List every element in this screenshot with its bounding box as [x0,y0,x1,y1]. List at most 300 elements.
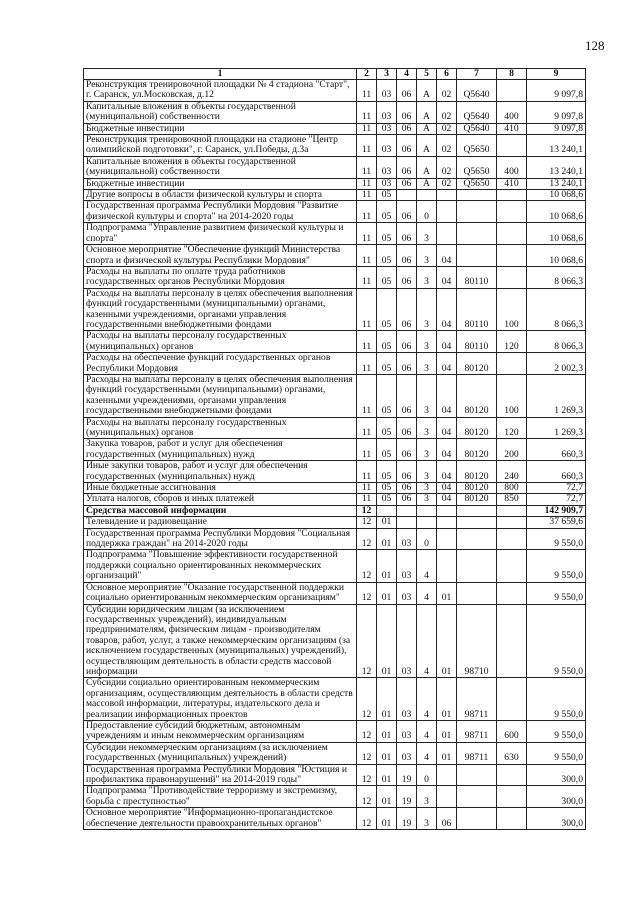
expense-type-cell: 100 [497,374,527,417]
program-cell: 03 [397,528,417,550]
direction-cell: 80110 [457,266,497,288]
direction-cell: 80120 [457,483,497,494]
section-cell: 11 [357,494,377,505]
subsection-cell: 01 [377,720,397,742]
amount-cell: 72,7 [527,494,586,505]
row-name-cell: Реконструкция тренировочной площадки № 4 стадиона "Старт", г. Саранск, ул.Московская, д.12 [84,80,357,102]
section-cell: 11 [357,101,377,123]
table-row [84,582,586,604]
row-name-cell: Реконструкция тренировочной площадки на стадионе "Центр олимпийской подготовки", г. Саранск, ул.Победы, д.3а [84,135,357,157]
row-name-cell: Иные бюджетные ассигнования [84,483,357,494]
subprogram-cell: 3 [417,353,437,375]
expense-type-cell [497,190,527,201]
measure-cell: 02 [437,156,457,178]
subsection-cell: 05 [377,331,397,353]
table-row [84,461,586,483]
table-row [84,604,586,678]
direction-cell [457,808,497,830]
amount-cell: 1 269,3 [527,417,586,439]
section-cell: 12 [357,505,377,516]
expense-type-cell [497,678,527,721]
expense-type-cell: 400 [497,101,527,123]
subprogram-cell: 4 [417,604,437,678]
subprogram-cell [417,517,437,528]
direction-cell: 80120 [457,374,497,417]
measure-cell: 02 [437,80,457,102]
amount-cell: 9 097,8 [527,80,586,102]
direction-cell: Q5650 [457,178,497,189]
row-name-cell: Уплата налогов, сборов и иных платежей [84,494,357,505]
section-cell: 11 [357,223,377,245]
measure-cell: 01 [437,678,457,721]
section-cell: 11 [357,135,377,157]
subprogram-cell: 3 [417,494,437,505]
subsection-cell: 05 [377,353,397,375]
section-cell: 11 [357,439,377,461]
column-header: 1 [84,69,357,80]
direction-cell: Q5650 [457,135,497,157]
subprogram-cell: 3 [417,266,437,288]
expense-type-cell: 600 [497,720,527,742]
measure-cell: 02 [437,135,457,157]
subsection-cell: 03 [377,178,397,189]
measure-cell: 01 [437,604,457,678]
expense-type-cell [497,808,527,830]
table-row [84,178,586,189]
amount-cell: 300,0 [527,786,586,808]
row-name-cell: Государственная программа Республики Мордовия "Развитие физической культуры и спорта" на 2014-2020 годы [84,201,357,223]
row-name-cell: Бюджетные инвестиции [84,123,357,134]
column-header: 2 [357,69,377,80]
row-name-cell: Другие вопросы в области физической культуры и спорта [84,190,357,201]
direction-cell [457,582,497,604]
measure-cell [437,223,457,245]
section-cell: 11 [357,178,377,189]
table-row [84,190,586,201]
subsection-cell: 05 [377,201,397,223]
expense-type-cell [497,353,527,375]
program-cell: 06 [397,417,417,439]
table-row [84,517,586,528]
subprogram-cell: А [417,101,437,123]
subsection-cell: 05 [377,483,397,494]
program-cell: 06 [397,123,417,134]
section-cell: 12 [357,786,377,808]
program-cell: 06 [397,494,417,505]
expense-type-cell [497,582,527,604]
row-name-cell: Телевидение и радиовещание [84,517,357,528]
section-cell: 11 [357,156,377,178]
table-row [84,417,586,439]
subsection-cell: 01 [377,786,397,808]
program-cell: 06 [397,461,417,483]
expense-type-cell [497,223,527,245]
expense-type-cell: 200 [497,439,527,461]
direction-cell: 98711 [457,720,497,742]
program-cell: 19 [397,764,417,786]
amount-cell: 8 066,3 [527,288,586,331]
table-row [84,786,586,808]
expense-type-cell [497,764,527,786]
expense-type-cell: 240 [497,461,527,483]
row-name-cell: Подпрограмма "Повышение эффективности государственной поддержки социально ориентированных некоммерческих организаций" [84,550,357,582]
direction-cell [457,786,497,808]
subsection-cell: 01 [377,528,397,550]
table-row [84,245,586,267]
table-row [84,135,586,157]
column-header: 3 [377,69,397,80]
measure-cell: 04 [437,288,457,331]
subprogram-cell: А [417,135,437,157]
program-cell [397,505,417,516]
subsection-cell: 05 [377,417,397,439]
amount-cell: 300,0 [527,808,586,830]
expense-type-cell: 100 [497,288,527,331]
row-name-cell: Субсидии юридическим лицам (за исключением государственных учреждений), индивидуальным предпринимателям, физическим лицам - производителям товаров, работ, услуг, а также некоммерческим организациям (за исключением государственных (муниципальных) учреждений), осуществляющим деятельность в области средств массовой информации [84,604,357,678]
subsection-cell [377,505,397,516]
subprogram-cell: А [417,123,437,134]
subprogram-cell: 4 [417,550,437,582]
direction-cell: 80120 [457,439,497,461]
row-name-cell: Расходы на выплаты персоналу государственных (муниципальных) органов [84,417,357,439]
subprogram-cell: 4 [417,720,437,742]
program-cell [397,190,417,201]
measure-cell: 04 [437,245,457,267]
row-name-cell: Расходы на выплаты персоналу в целях обеспечения выполнения функций государственными (муниципальными) органами, казенными учреждениями, органами управления государственными внебюджетными фондами [84,374,357,417]
amount-cell: 9 550,0 [527,550,586,582]
subprogram-cell: 3 [417,483,437,494]
row-name-cell: Расходы на выплаты по оплате труда работников государственных органов Республики Мордовия [84,266,357,288]
subsection-cell: 05 [377,288,397,331]
table-row [84,223,586,245]
subsection-cell: 03 [377,156,397,178]
direction-cell [457,517,497,528]
expense-type-cell [497,505,527,516]
program-cell: 03 [397,678,417,721]
direction-cell: 98710 [457,604,497,678]
measure-cell [437,528,457,550]
program-cell: 06 [397,245,417,267]
subprogram-cell: 3 [417,331,437,353]
table-row [84,720,586,742]
program-cell: 03 [397,720,417,742]
direction-cell: 80110 [457,288,497,331]
direction-cell [457,245,497,267]
expense-type-cell [497,135,527,157]
measure-cell: 02 [437,101,457,123]
section-cell: 12 [357,528,377,550]
program-cell: 06 [397,135,417,157]
table-row [84,123,586,134]
row-name-cell: Расходы на обеспечение функций государственных органов Республики Мордовия [84,353,357,375]
subsection-cell: 03 [377,135,397,157]
table-row [84,80,586,102]
subprogram-cell: 0 [417,201,437,223]
subsection-cell: 01 [377,808,397,830]
direction-cell: 98711 [457,742,497,764]
row-name-cell: Иные закупки товаров, работ и услуг для обеспечения государственных (муниципальных) нужд [84,461,357,483]
measure-cell: 02 [437,123,457,134]
table-row [84,678,586,721]
measure-cell [437,201,457,223]
subsection-cell: 05 [377,439,397,461]
row-name-cell: Капитальные вложения в объекты государственной (муниципальной) собственности [84,101,357,123]
direction-cell [457,528,497,550]
section-cell: 11 [357,374,377,417]
table-row [84,742,586,764]
amount-cell: 142 909,7 [527,505,586,516]
section-cell: 11 [357,201,377,223]
table-row [84,550,586,582]
subsection-cell: 01 [377,604,397,678]
amount-cell: 9 550,0 [527,582,586,604]
subprogram-cell: 3 [417,461,437,483]
table-row [84,331,586,353]
column-header: 5 [417,69,437,80]
table-row [84,201,586,223]
measure-cell: 06 [437,808,457,830]
direction-cell: 80120 [457,461,497,483]
direction-cell: Q5640 [457,101,497,123]
section-cell: 12 [357,808,377,830]
subprogram-cell: 4 [417,678,437,721]
measure-cell: 04 [437,494,457,505]
amount-cell: 10 068,6 [527,190,586,201]
column-header: 7 [457,69,497,80]
program-cell: 06 [397,101,417,123]
subsection-cell: 05 [377,374,397,417]
expense-type-cell: 410 [497,123,527,134]
measure-cell: 04 [437,439,457,461]
expense-type-cell [497,201,527,223]
program-cell: 06 [397,483,417,494]
subsection-cell: 01 [377,764,397,786]
direction-cell: 98711 [457,678,497,721]
expense-type-cell [497,786,527,808]
section-cell: 11 [357,353,377,375]
program-cell: 19 [397,786,417,808]
measure-cell: 04 [437,374,457,417]
direction-cell [457,764,497,786]
table-header-row [84,69,586,80]
direction-cell: Q5650 [457,156,497,178]
measure-cell: 01 [437,742,457,764]
column-header: 6 [437,69,457,80]
section-cell: 12 [357,550,377,582]
program-cell: 03 [397,604,417,678]
subsection-cell: 05 [377,245,397,267]
amount-cell: 9 550,0 [527,604,586,678]
section-cell: 11 [357,461,377,483]
expense-type-cell [497,550,527,582]
expense-type-cell [497,266,527,288]
amount-cell: 1 269,3 [527,374,586,417]
expense-type-cell: 400 [497,156,527,178]
expense-type-cell: 410 [497,178,527,189]
amount-cell: 9 097,8 [527,101,586,123]
measure-cell: 04 [437,417,457,439]
amount-cell: 10 068,6 [527,201,586,223]
table-row [84,494,586,505]
row-name-cell: Расходы на выплаты персоналу в целях обеспечения выполнения функций государственными (муниципальными) органами, казенными учреждениями, органами управления государственными внебюджетными фондами [84,288,357,331]
subsection-cell: 03 [377,123,397,134]
amount-cell: 9 550,0 [527,720,586,742]
direction-cell: 80120 [457,494,497,505]
row-name-cell: Бюджетные инвестиции [84,178,357,189]
expense-type-cell: 120 [497,417,527,439]
subprogram-cell: 3 [417,439,437,461]
subprogram-cell: 3 [417,417,437,439]
table-row [84,101,586,123]
section-cell: 11 [357,483,377,494]
row-name-cell: Основное мероприятие "Информационно-пропагандистское обеспечение деятельности правоохранительных органов" [84,808,357,830]
direction-cell: Q5640 [457,80,497,102]
subprogram-cell: 4 [417,742,437,764]
subsection-cell: 03 [377,101,397,123]
program-cell: 06 [397,201,417,223]
section-cell: 12 [357,604,377,678]
program-cell: 06 [397,439,417,461]
program-cell [397,517,417,528]
subprogram-cell: 4 [417,582,437,604]
table-row [84,528,586,550]
direction-cell [457,223,497,245]
column-header: 4 [397,69,417,80]
section-cell: 11 [357,245,377,267]
row-name-cell: Государственная программа Республики Мордовия "Юстиция и профилактика правонарушений" на 2014-2019 годы" [84,764,357,786]
section-cell: 12 [357,764,377,786]
row-name-cell: Предоставление субсидий бюджетным, автономным учреждениям и иным некоммерческим организациям [84,720,357,742]
measure-cell: 02 [437,178,457,189]
subsection-cell: 05 [377,190,397,201]
program-cell: 06 [397,374,417,417]
expense-type-cell [497,517,527,528]
subsection-cell: 01 [377,742,397,764]
section-cell: 12 [357,517,377,528]
direction-cell [457,190,497,201]
subprogram-cell: 3 [417,808,437,830]
expense-type-cell [497,528,527,550]
table-row [84,288,586,331]
measure-cell: 04 [437,266,457,288]
program-cell: 06 [397,156,417,178]
program-cell: 03 [397,582,417,604]
row-name-cell: Закупка товаров, работ и услуг для обеспечения государственных (муниципальных) нужд [84,439,357,461]
measure-cell: 04 [437,353,457,375]
amount-cell: 8 066,3 [527,331,586,353]
expense-type-cell [497,604,527,678]
program-cell: 19 [397,808,417,830]
section-cell: 12 [357,742,377,764]
subprogram-cell: 0 [417,528,437,550]
section-cell: 11 [357,123,377,134]
amount-cell: 9 550,0 [527,678,586,721]
subprogram-cell [417,190,437,201]
direction-cell [457,550,497,582]
section-cell: 11 [357,417,377,439]
amount-cell: 300,0 [527,764,586,786]
column-header: 8 [497,69,527,80]
subprogram-cell [417,505,437,516]
section-cell: 12 [357,582,377,604]
program-cell: 06 [397,331,417,353]
program-cell: 06 [397,223,417,245]
amount-cell: 10 068,6 [527,223,586,245]
expense-type-cell [497,80,527,102]
program-cell: 03 [397,742,417,764]
section-cell: 11 [357,266,377,288]
subprogram-cell: 3 [417,786,437,808]
amount-cell: 660,3 [527,439,586,461]
table-row [84,505,586,516]
program-cell: 06 [397,266,417,288]
direction-cell [457,201,497,223]
amount-cell: 13 240,1 [527,135,586,157]
subprogram-cell: А [417,156,437,178]
amount-cell: 660,3 [527,461,586,483]
subprogram-cell: 0 [417,764,437,786]
table-row [84,808,586,830]
subprogram-cell: 3 [417,288,437,331]
section-cell: 11 [357,80,377,102]
direction-cell: Q5640 [457,123,497,134]
measure-cell [437,786,457,808]
row-name-cell: Расходы на выплаты персоналу государственных (муниципальных) органов [84,331,357,353]
row-name-cell: Средства массовой информации [84,505,357,516]
section-cell: 12 [357,720,377,742]
subsection-cell: 01 [377,678,397,721]
measure-cell [437,517,457,528]
amount-cell: 9 550,0 [527,742,586,764]
program-cell: 06 [397,80,417,102]
table-row [84,439,586,461]
row-name-cell: Субсидии некоммерческим организациям (за исключением государственных (муниципальных) учреждений) [84,742,357,764]
expense-type-cell [497,245,527,267]
section-cell: 12 [357,678,377,721]
subsection-cell: 01 [377,517,397,528]
expense-type-cell: 630 [497,742,527,764]
row-name-cell: Основное мероприятие "Оказание государственной поддержки социально ориентированным некоммерческим организациям" [84,582,357,604]
amount-cell: 9 550,0 [527,528,586,550]
row-name-cell: Субсидии социально ориентированным некоммерческим организациям, осуществляющим деятельность в области средств массовой информации, литературы, издательского дела и реализации информационных проектов [84,678,357,721]
measure-cell: 04 [437,461,457,483]
page-number: 128 [585,38,605,53]
amount-cell: 10 068,6 [527,245,586,267]
subprogram-cell: 3 [417,374,437,417]
program-cell: 06 [397,288,417,331]
table-row [84,353,586,375]
direction-cell [457,505,497,516]
subprogram-cell: 3 [417,223,437,245]
expense-type-cell: 120 [497,331,527,353]
subsection-cell: 01 [377,582,397,604]
subsection-cell: 01 [377,550,397,582]
table-row [84,156,586,178]
table-row [84,483,586,494]
subsection-cell: 05 [377,494,397,505]
amount-cell: 72,7 [527,483,586,494]
expense-type-cell: 800 [497,483,527,494]
budget-table [83,68,586,830]
table-row [84,266,586,288]
amount-cell: 9 097,8 [527,123,586,134]
table-row [84,374,586,417]
section-cell: 11 [357,331,377,353]
measure-cell: 04 [437,331,457,353]
section-cell: 11 [357,190,377,201]
row-name-cell: Подпрограмма "Управление развитием физической культуры и спорта" [84,223,357,245]
measure-cell [437,505,457,516]
